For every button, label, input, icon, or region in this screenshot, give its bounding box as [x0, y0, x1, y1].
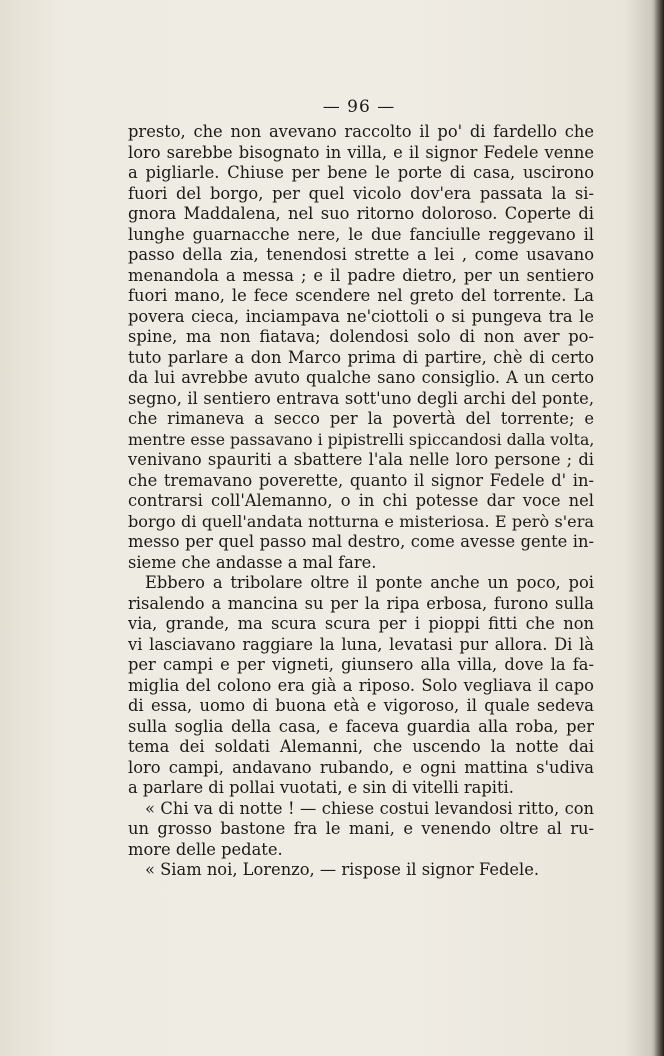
page-number: — 96 — — [322, 97, 396, 117]
text-line: more delle pedate. — [128, 839, 283, 859]
text-line: presto, che non avevano raccolto il po' di fardello che — [128, 122, 594, 141]
text-line: Ebbero a tribolare oltre il ponte anche un poco, poi — [145, 573, 594, 592]
text-line: tuto parlare a don Marco prima di partire, chè di certo — [128, 347, 594, 367]
text-line: fuori del borgo, per quel vicolo dov'era passata la si- — [128, 183, 594, 203]
text-line: passo della zia, tenendosi strette a lei , come usavano — [128, 245, 594, 264]
text-line: borgo di quell'andata notturna e misteriosa. E però s'era — [128, 511, 594, 531]
text-line: spine, ma non fiatava; dolendosi solo di non aver po- — [128, 327, 594, 346]
text-line: che rimaneva a secco per la povertà del torrente; e — [128, 409, 594, 428]
text-line: vi lasciavano raggiare la luna, levatasi pur allora. Di là — [128, 634, 594, 654]
text-line: sieme che andasse a mal fare. — [128, 552, 377, 572]
text-line: per campi e per vigneti, giunsero alla villa, dove la fa- — [128, 655, 594, 674]
text-line: che tremavano poverette, quanto il signor Fedele d' in- — [128, 470, 594, 490]
text-line: un grosso bastone fra le mani, e venendo oltre al ru- — [128, 819, 594, 838]
text-line: fuori mano, le fece scendere nel greto del torrente. La — [128, 286, 594, 305]
text-line: sulla soglia della casa, e faceva guardia alla roba, per — [128, 716, 594, 736]
text-line: di essa, uomo di buona età e vigoroso, il quale sedeva — [128, 696, 594, 715]
text-line: tema dei soldati Alemanni, che uscendo la notte dai — [128, 737, 594, 756]
text-line: segno, il sentiero entrava sott'uno degli archi del ponte, — [128, 388, 594, 408]
body-text — [128, 122, 594, 881]
text-line: « Siam noi, Lorenzo, — rispose il signor Fedele. — [145, 860, 540, 879]
text-line: a parlare di pollai vuotati, e sin di vitelli rapiti. — [128, 778, 514, 797]
text-line: « Chi va di notte ! — chiese costui levandosi ritto, con — [145, 798, 594, 818]
text-line: miglia del colono era già a riposo. Solo vegliava il capo — [128, 675, 594, 695]
text-line: via, grande, ma scura scura per i pioppi fitti che non — [128, 614, 594, 633]
text-line: venivano spauriti a sbattere l'ala nelle loro persone ; di — [128, 450, 594, 469]
text-line: contrarsi coll'Alemanno, o in chi potesse dar voce nel — [128, 491, 594, 510]
page-edge-shadow — [654, 0, 664, 1056]
text-line: risalendo a mancina su per la ripa erbosa, furono sulla — [128, 593, 594, 613]
text-line: da lui avrebbe avuto qualche sano consiglio. A un certo — [128, 368, 594, 387]
text-line: a pigliarle. Chiuse per bene le porte di casa, uscirono — [128, 163, 594, 182]
text-line: loro campi, andavano rubando, e ogni mattina s'udiva — [128, 757, 594, 777]
text-line: mentre esse passavano i pipistrelli spiccandosi dalla volta, — [128, 429, 594, 449]
text-line: menandola a messa ; e il padre dietro, per un sentiero — [128, 265, 594, 285]
text-line: lunghe guarnacche nere, le due fanciulle reggevano il — [128, 224, 594, 244]
text-line: povera cieca, inciampava ne'ciottoli o si pungeva tra le — [128, 306, 594, 326]
text-line: gnora Maddalena, nel suo ritorno doloroso. Coperte di — [128, 204, 594, 223]
text-line: messo per quel passo mal destro, come avesse gente in- — [128, 532, 594, 551]
text-line: loro sarebbe bisognato in villa, e il signor Fedele venne — [128, 142, 594, 162]
